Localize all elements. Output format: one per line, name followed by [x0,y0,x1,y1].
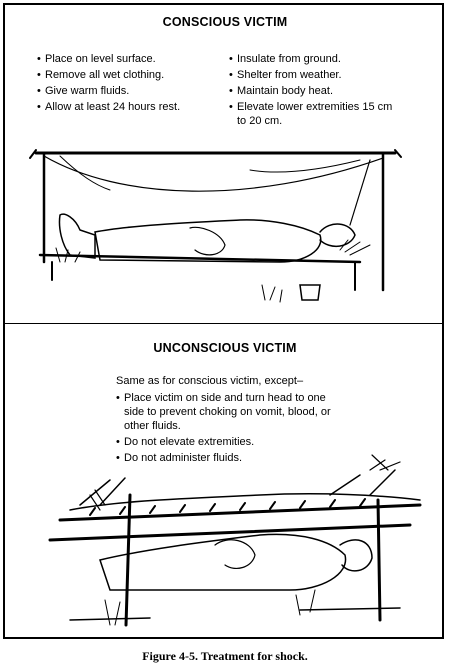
list-item: • Do not administer fluids. [116,451,346,465]
list-item: • Shelter from weather. [229,68,404,82]
unconscious-victim-title: UNCONSCIOUS VICTIM [153,341,297,355]
list-item: • Remove all wet clothing. [37,68,197,82]
list-item: • Do not elevate extremities. [116,435,346,449]
list-item: • Place on level surface. [37,52,197,66]
list-item: • Elevate lower extremities 15 cm to 20 cm. [229,100,404,128]
list-item: • Give warm fluids. [37,84,197,98]
list-item: • Place victim on side and turn head to one side to prevent choking on vomit, blood, or other fluids. [116,391,346,433]
list-item: • Insulate from ground. [229,52,404,66]
conscious-victim-title: CONSCIOUS VICTIM [162,15,288,29]
list-item: • Allow at least 24 hours rest. [37,100,197,114]
unconscious-intro: Same as for conscious victim, except– [116,375,304,387]
list-item: • Maintain body heat. [229,84,404,98]
figure-caption: Figure 4-5. Treatment for shock. [142,649,308,663]
